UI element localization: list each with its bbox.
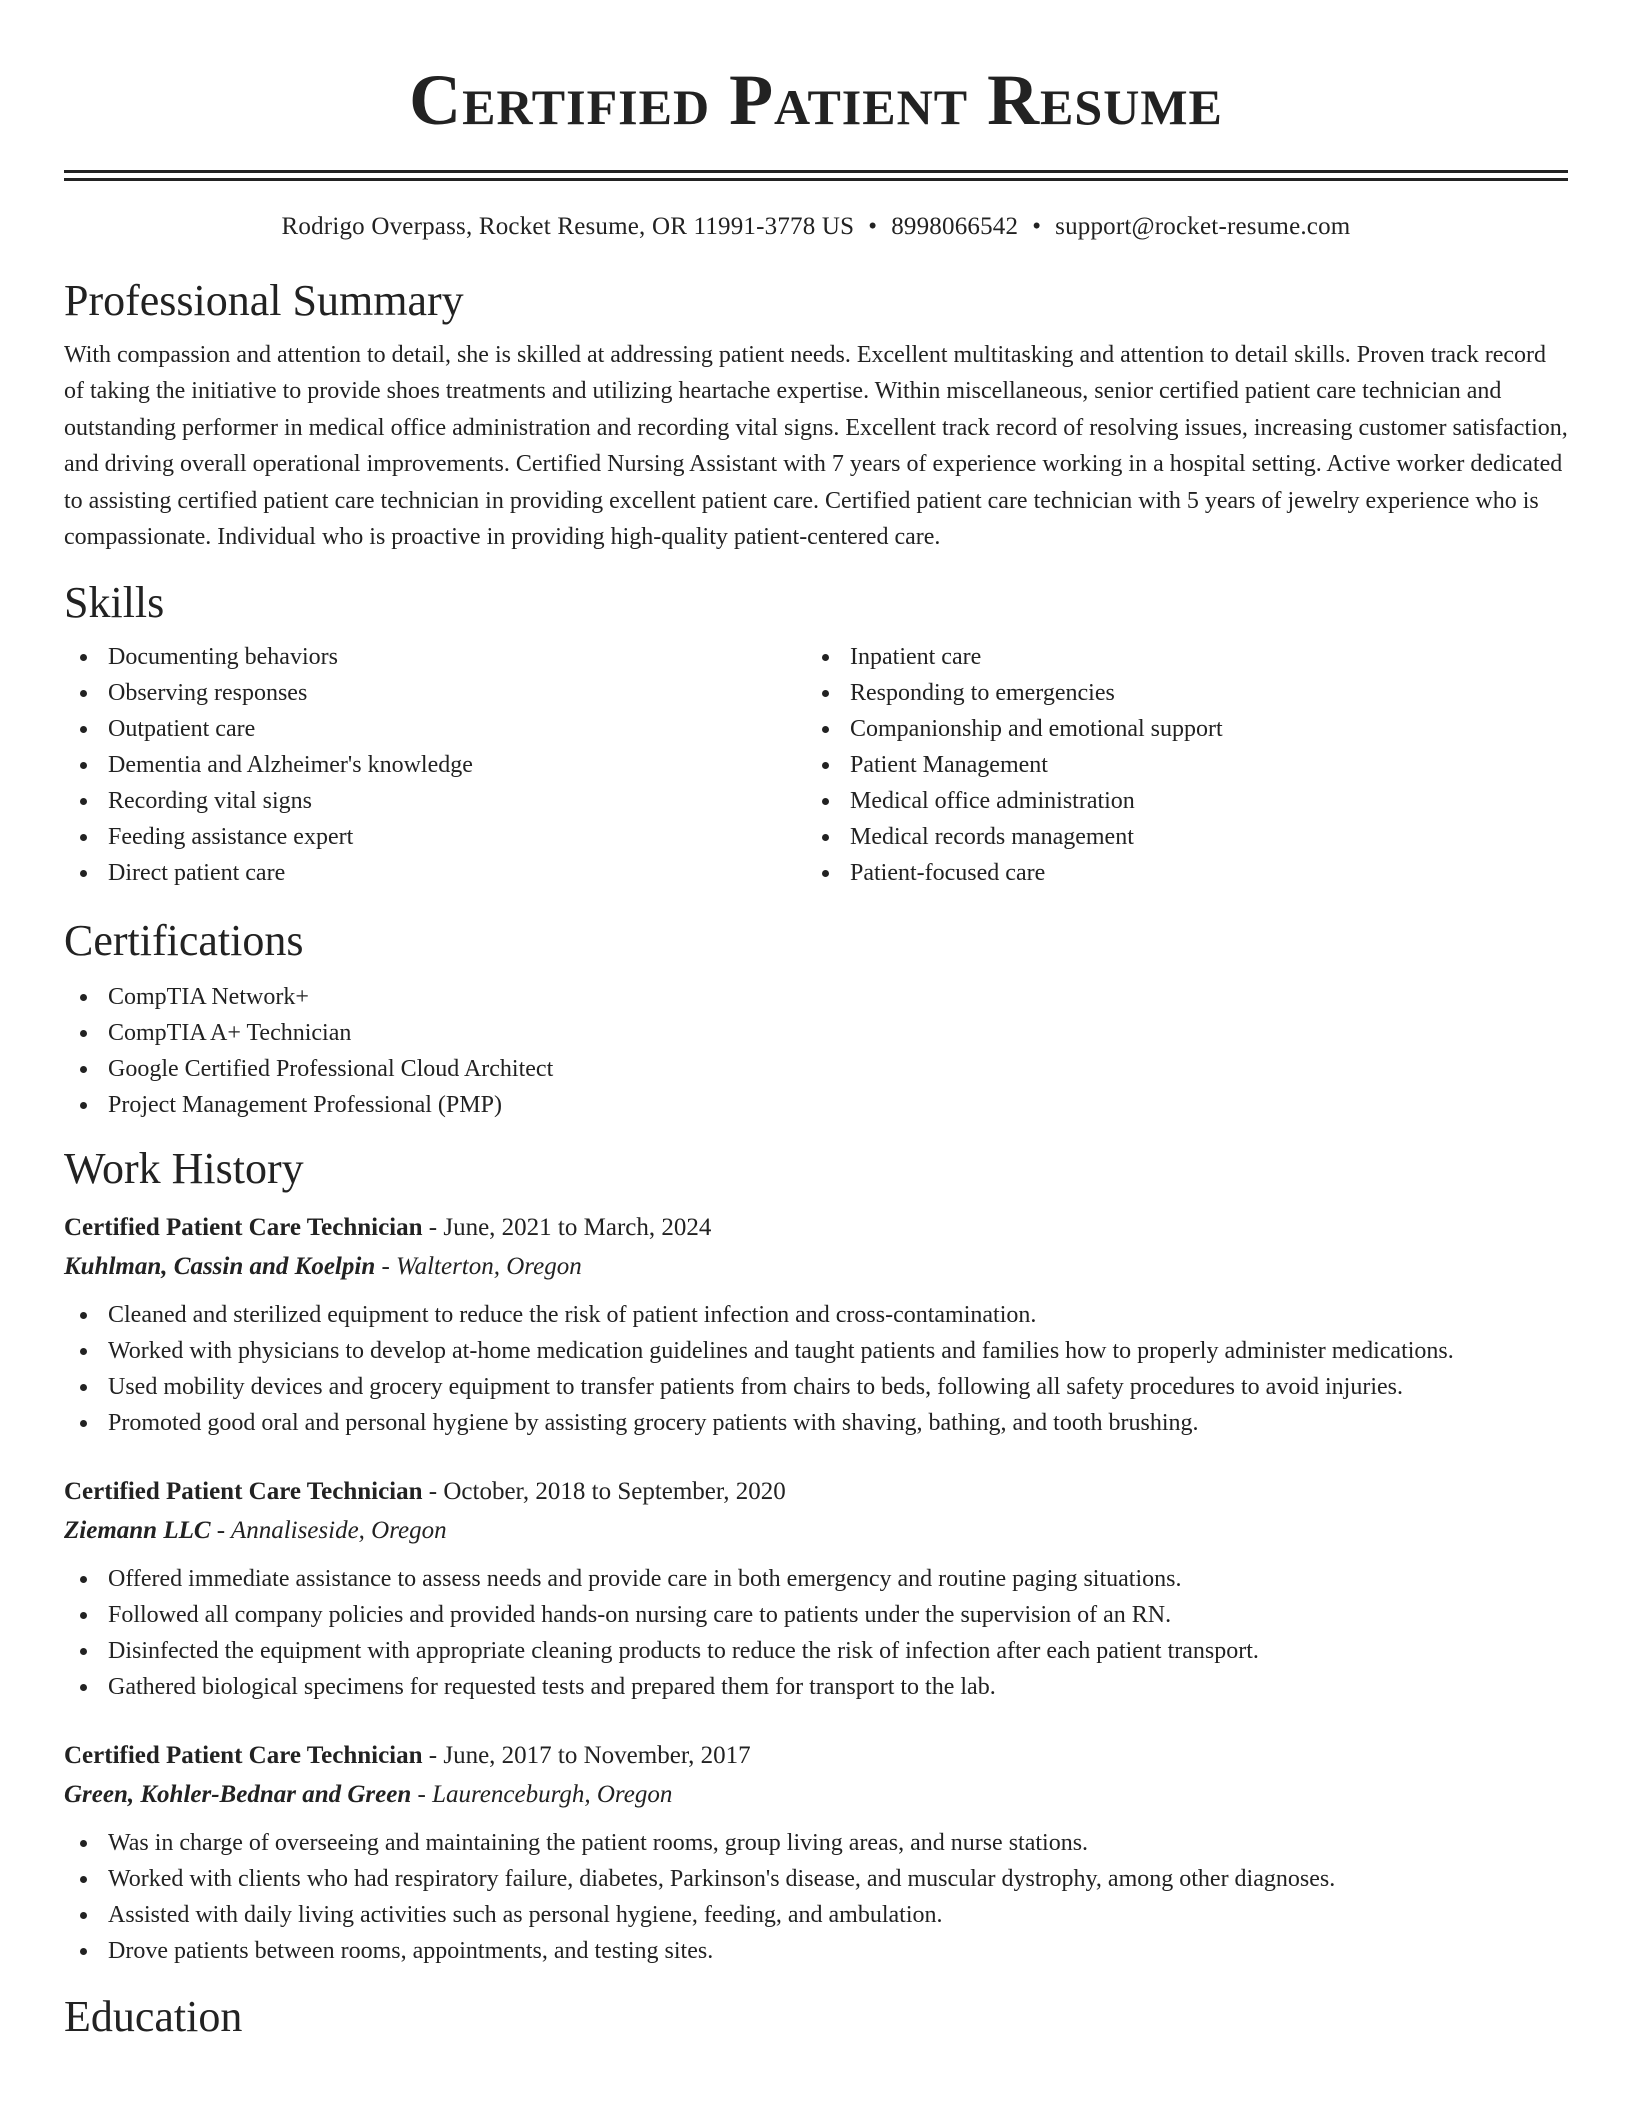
skill-item: Companionship and emotional support (806, 711, 1548, 747)
job-duty: Cleaned and sterilized equipment to reduce the risk of patient infection and cross-contamination. (64, 1297, 1568, 1333)
education-heading: Education (64, 1992, 243, 2042)
job-company-line (64, 1247, 1568, 1287)
job-duty: Used mobility devices and grocery equipment to transfer patients from chairs to beds, following all safety procedures to avoid injuries. (64, 1369, 1568, 1405)
job-company-line (64, 1511, 1568, 1551)
job-duty: Gathered biological specimens for requested tests and prepared them for transport to the lab. (64, 1669, 1568, 1705)
skills-left-list (64, 639, 806, 891)
job-duties-list (64, 1297, 1568, 1441)
job-location: - Walterton, Oregon (381, 1253, 582, 1281)
skill-item: Feeding assistance expert (64, 819, 806, 855)
contact-separator: • (1032, 213, 1042, 240)
job-duty: Promoted good oral and personal hygiene by assisting grocery patients with shaving, bathing, and tooth brushing. (64, 1405, 1568, 1441)
education-section (64, 1991, 1568, 2043)
job-location: - Annaliseside, Oregon (216, 1517, 447, 1545)
contact-email[interactable]: support@rocket-resume.com (1055, 213, 1351, 240)
job-heading (64, 1473, 1568, 1511)
contact-phone[interactable]: 8998066542 (891, 213, 1019, 240)
skills-right-list (806, 639, 1548, 891)
certifications-section (64, 915, 1568, 1123)
resume-page (64, 0, 1568, 2043)
certification-item: Google Certified Professional Cloud Architect (64, 1051, 1568, 1087)
title-double-rule (64, 170, 1568, 173)
certification-item: Project Management Professional (PMP) (64, 1087, 1568, 1123)
job-title: Certified Patient Care Technician (64, 1742, 423, 1770)
skill-item: Dementia and Alzheimer's knowledge (64, 747, 806, 783)
job-title: Certified Patient Care Technician (64, 1214, 423, 1242)
skill-item: Observing responses (64, 675, 806, 711)
job-location: - Laurenceburgh, Oregon (417, 1781, 673, 1809)
certifications-list (64, 979, 1568, 1123)
job-entry (64, 1209, 1568, 1441)
job-company-line (64, 1775, 1568, 1815)
job-duties-list (64, 1561, 1568, 1705)
summary-heading: Professional Summary (64, 276, 464, 325)
skill-item: Recording vital signs (64, 783, 806, 819)
skill-item: Responding to emergencies (806, 675, 1548, 711)
summary-text: With compassion and attention to detail, she is skilled at addressing patient needs. Excellent multitasking and attention to detail skills. Proven track record of taking the initiative to provide shoes treatments and utilizing heartache expertise. Within miscellaneous, senior certified patient care technician and outstanding performer in medical office administration and recording vital signs. Excellent track record of resolving issues, increasing customer satisfaction, and driving overall operational improvements. Certified Nursing Assistant with 7 years of experience working in a hospital setting. Active worker dedicated to assisting certified patient care technician in providing excellent patient care. Certified patient care technician with 5 years of jewelry experience who is compassionate. Individual who is proactive in providing high-quality patient-centered care. (64, 342, 1568, 551)
certification-item: CompTIA Network+ (64, 979, 1568, 1015)
summary-section (64, 275, 1568, 555)
skill-item: Medical office administration (806, 783, 1548, 819)
skills-grid (64, 639, 1568, 891)
job-company: Green, Kohler-Bednar and Green (64, 1781, 412, 1809)
job-duty: Worked with physicians to develop at-home medication guidelines and taught patients and families how to properly administer medications. (64, 1333, 1568, 1369)
job-duty: Drove patients between rooms, appointments, and testing sites. (64, 1933, 1568, 1969)
job-duties-list (64, 1825, 1568, 1969)
job-dates: - June, 2017 to November, 2017 (428, 1742, 751, 1770)
job-entry (64, 1473, 1568, 1705)
certifications-heading: Certifications (64, 916, 304, 966)
skills-section (64, 577, 1568, 891)
skill-item: Patient-focused care (806, 855, 1548, 891)
skill-item: Documenting behaviors (64, 639, 806, 675)
skill-item: Outpatient care (64, 711, 806, 747)
skill-item: Medical records management (806, 819, 1548, 855)
job-duty: Disinfected the equipment with appropriate cleaning products to reduce the risk of infection after each patient transport. (64, 1633, 1568, 1669)
contact-separator: • (868, 213, 878, 240)
job-company: Kuhlman, Cassin and Koelpin (64, 1253, 376, 1281)
skill-item: Inpatient care (806, 639, 1548, 675)
job-heading (64, 1209, 1568, 1247)
contact-line (64, 211, 1568, 243)
work-history-heading: Work History (64, 1144, 304, 1194)
skills-heading: Skills (64, 578, 165, 628)
job-duty: Worked with clients who had respiratory failure, diabetes, Parkinson's disease, and muscular dystrophy, among other diagnoses. (64, 1861, 1568, 1897)
skill-item: Patient Management (806, 747, 1548, 783)
skill-item: Direct patient care (64, 855, 806, 891)
job-dates: - June, 2021 to March, 2024 (428, 1214, 712, 1242)
resume-title: Certified Patient Resume (409, 60, 1223, 140)
job-entry (64, 1737, 1568, 1969)
job-company: Ziemann LLC (64, 1517, 211, 1545)
contact-address: Rodrigo Overpass, Rocket Resume, OR 11991-3778 US (281, 213, 855, 240)
job-dates: - October, 2018 to September, 2020 (428, 1478, 786, 1506)
job-heading (64, 1737, 1568, 1775)
job-duty: Was in charge of overseeing and maintaining the patient rooms, group living areas, and nurse stations. (64, 1825, 1568, 1861)
certification-item: CompTIA A+ Technician (64, 1015, 1568, 1051)
job-duty: Followed all company policies and provided hands-on nursing care to patients under the supervision of an RN. (64, 1597, 1568, 1633)
work-history-section (64, 1143, 1568, 1969)
job-title: Certified Patient Care Technician (64, 1478, 423, 1506)
job-duty: Assisted with daily living activities such as personal hygiene, feeding, and ambulation. (64, 1897, 1568, 1933)
job-duty: Offered immediate assistance to assess needs and provide care in both emergency and routine paging situations. (64, 1561, 1568, 1597)
